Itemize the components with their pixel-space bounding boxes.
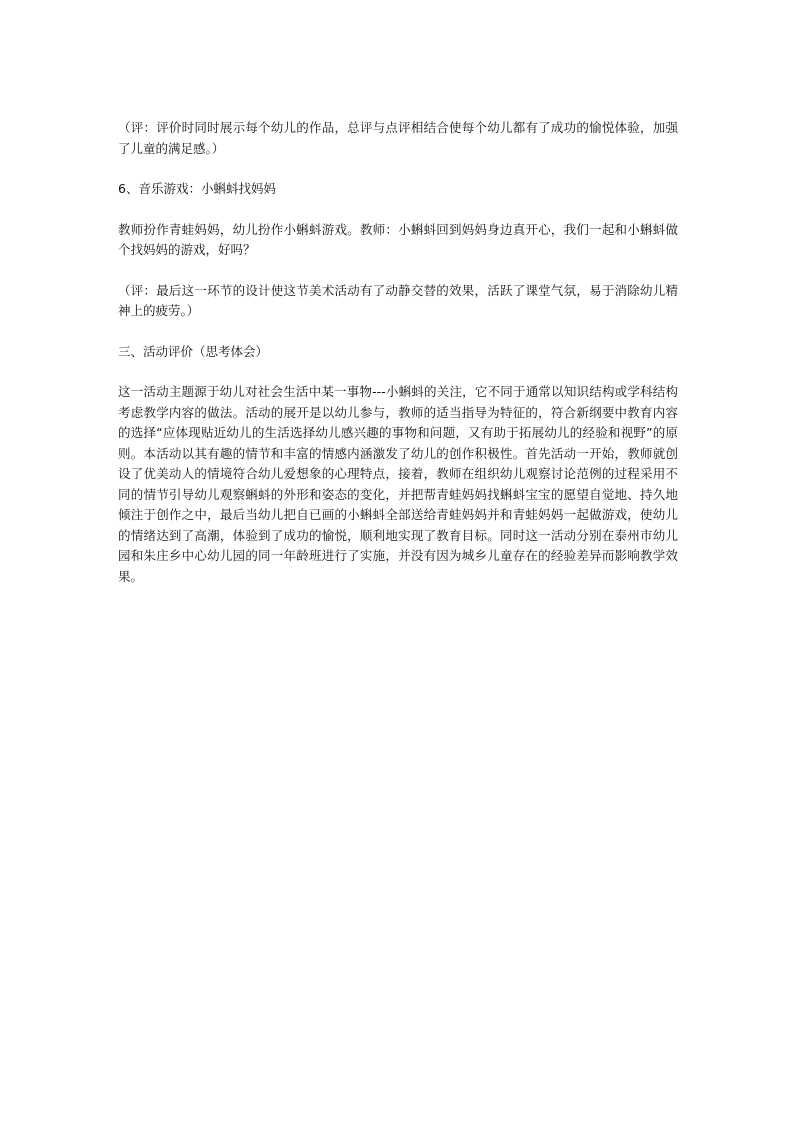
section-3-paragraph: 这一活动主题源于幼儿对社会生活中某一事物---小蝌蚪的关注，它不同于通常以知识结构或学科结构考虑教学内容的做法。活动的展开是以幼儿参与，教师的适当指导为特征的，符合新纲要中教育内容的选择“应体现贴近幼儿的生活选择幼儿感兴趣的事物和问题，又有助于拓展幼儿的经验和视野”的原则。本活动以其有趣的情节和丰富的情感内涵激发了幼儿的创作积极性。首先活动一开始，教师就创设了优美动人的情境符合幼儿爱想象的心理特点，接着，教师在组织幼儿观察讨论范例的过程采用不同的情节引导幼儿观察蝌蚪的外形和姿态的变化，并把帮青蛙妈妈找蝌蚪宝宝的愿望自觉地、持久地倾注于创作之中，最后当幼儿把自已画的小蝌蚪全部送给青蛙妈妈并和青蛙妈妈一起做游戏，使幼儿的情绪达到了高潮，体验到了成功的愉悦，顺利地实现了教育目标。同时这一活动分别在泰州市幼儿园和朱庄乡中心幼儿园的同一年龄班进行了实施，并没有因为城乡儿童存在的经验差异而影响教学效果。	[118, 384, 678, 584]
final-comment-paragraph: （评：最后这一环节的设计使这节美术活动有了动静交替的效果，活跃了课堂气氛，易于消除幼儿精神上的疲劳。）	[118, 282, 678, 318]
evaluation-comment-paragraph: （评：评价时同时展示每个幼儿的作品，总评与点评相结合使每个幼儿都有了成功的愉悦体验，加强了儿童的满足感。）	[118, 120, 678, 156]
section-6-heading: 6、音乐游戏：小蝌蚪找妈妈	[118, 181, 276, 196]
section-3-heading: 三、活动评价（思考体会）	[118, 343, 269, 359]
section-6-paragraph: 教师扮作青蛙妈妈，幼儿扮作小蝌蚪游戏。教师：小蝌蚪回到妈妈身边真开心，我们一起和小蝌蚪做个找妈妈的游戏，好吗？	[118, 221, 678, 257]
document-body	[118, 118, 678, 607]
